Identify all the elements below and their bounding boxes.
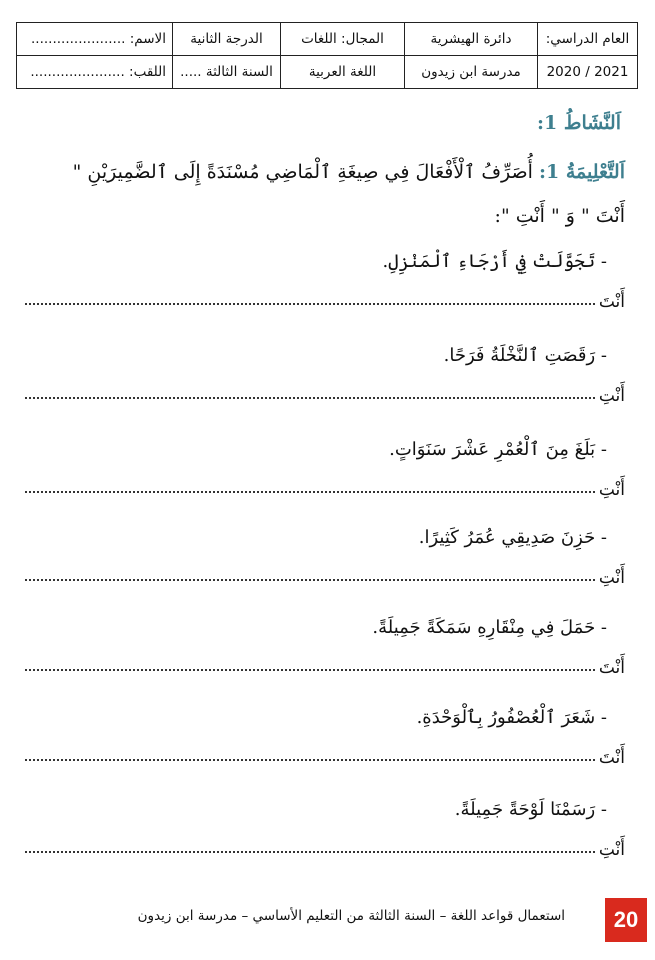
exercise-item-4 — [25, 520, 625, 588]
pronoun-label: أَنْتَ — [598, 658, 625, 678]
answer-line[interactable] — [25, 280, 625, 312]
pronoun-label: أَنْتَ — [598, 748, 625, 768]
exercise-sentence: - رَقَصَتِ ٱلنَّخْلَةُ فَرَحًا. — [443, 345, 607, 366]
district-cell: دائرة الهيشرية — [405, 23, 538, 56]
school-cell: مدرسة ابن زيدون — [405, 56, 538, 89]
exercise-item-3 — [25, 432, 625, 500]
exercise-sentence: - شَعَرَ ٱلْعُصْفُورُ بِٱلْوَحْدَةِ. — [416, 707, 607, 728]
activity-title: اَلنَّشَاطُ 1: — [537, 112, 621, 134]
answer-blank[interactable] — [25, 759, 595, 761]
answer-line[interactable] — [25, 828, 625, 860]
pronoun-label: أَنْتَ — [598, 292, 625, 312]
domain-cell: المجال: اللغات — [281, 23, 405, 56]
page-number-badge: 20 — [605, 898, 647, 942]
instruction — [65, 150, 625, 238]
school-year-value: 2021 / 2020 — [538, 56, 638, 89]
pronoun-label: أَنْتِ — [598, 386, 625, 406]
exercise-sentence: - بَلَغَ مِنَ ٱلْعُمْرِ عَشْرَ سَنَوَاتٍ. — [389, 439, 607, 460]
exercise-item-1 — [25, 244, 625, 312]
name-field[interactable]: الاسم: ...................... — [17, 23, 173, 56]
degree-cell: الدرجة الثانية — [173, 23, 281, 56]
answer-line[interactable] — [25, 646, 625, 678]
answer-blank[interactable] — [25, 491, 595, 493]
surname-field[interactable]: اللقب: ...................... — [17, 56, 173, 89]
footer-text: استعمال قواعد اللغة – السنة الثالثة من التعليم الأساسي – مدرسة ابن زيدون — [137, 908, 565, 924]
answer-blank[interactable] — [25, 579, 595, 581]
answer-line[interactable] — [25, 736, 625, 768]
pronoun-label: أَنْتِ — [598, 480, 625, 500]
header-table — [16, 22, 638, 89]
answer-blank[interactable] — [25, 669, 595, 671]
answer-line[interactable] — [25, 374, 625, 406]
exercise-item-2 — [25, 338, 625, 406]
exercise-sentence: - حَمَلَ فِي مِنْقَارِهِ سَمَكَةً جَمِيلَةً. — [372, 617, 607, 638]
instruction-text: أُصَرِّفُ ٱلْأَفْعَالَ فِي صِيغَةِ ٱلْمَاضِي مُسْنَدَةً إِلَى ٱلضَّمِيرَيْنِ " أَنْتَ " وَ " أَنْتِ ": — [72, 161, 625, 227]
subject-cell: اللغة العربية — [281, 56, 405, 89]
header-row-2 — [17, 56, 638, 89]
exercise-sentence: - تَجَوَّلَتْ فِي أَرْجَاءِ ٱلْمَنْزِلِ. — [382, 251, 607, 272]
exercise-item-5 — [25, 610, 625, 678]
exercise-sentence: - رَسَمْنَا لَوْحَةً جَمِيلَةً. — [454, 799, 607, 820]
school-year-label: العام الدراسي: — [538, 23, 638, 56]
pronoun-label: أَنْتِ — [598, 568, 625, 588]
exercise-item-6 — [25, 700, 625, 768]
instruction-label: اَلتَّعْلِيمَةُ 1: — [538, 161, 625, 183]
answer-blank[interactable] — [25, 851, 595, 853]
exercise-item-7 — [25, 792, 625, 860]
answer-blank[interactable] — [25, 303, 595, 305]
answer-blank[interactable] — [25, 397, 595, 399]
grade-cell: السنة الثالثة ..... — [173, 56, 281, 89]
pronoun-label: أَنْتِ — [598, 840, 625, 860]
exercise-sentence: - حَزِنَ صَدِيقِي عُمَرُ كَثِيرًا. — [418, 527, 607, 548]
answer-line[interactable] — [25, 468, 625, 500]
answer-line[interactable] — [25, 556, 625, 588]
header-row-1 — [17, 23, 638, 56]
